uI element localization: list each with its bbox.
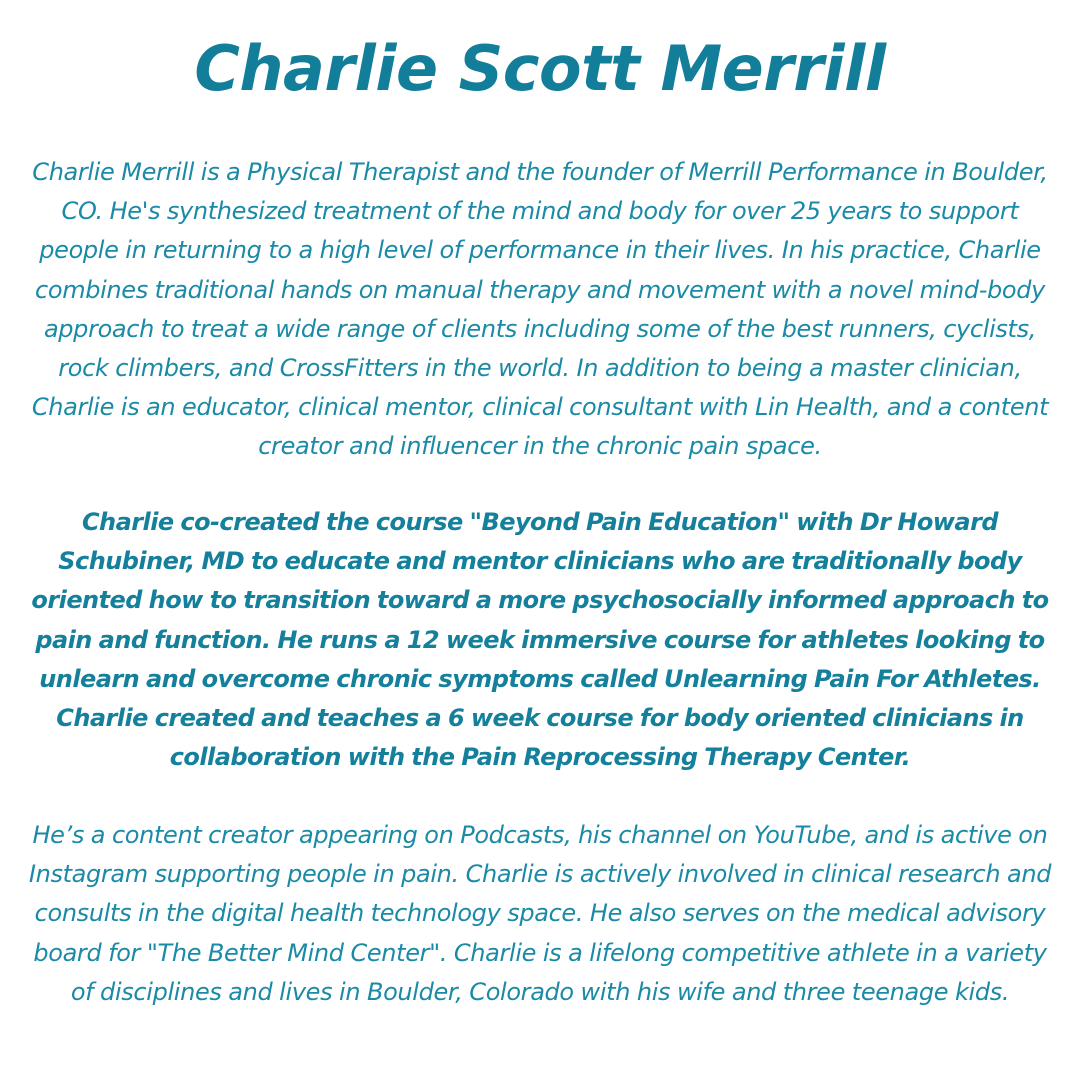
intro-paragraph: Charlie Merrill is a Physical Therapist and the founder of Merrill Performance in Boulder, CO. He's synthesized treatment of the mind and body for over 25 years to support people in returning to a high level of performance in their lives. In his practice, Charlie combines traditional hands on manual therapy and movement with a novel mind-body approach to treat a wide range of clients including some of the best runners, cyclists, rock climbers, and CrossFitters in the world. In addition to being a master clinician, Charlie is an educator, clinical mentor, clinical consultant with Lin Health, and a content creator and influencer in the chronic pain space. bbox=[31, 158, 1049, 461]
page-title: Charlie Scott Merrill bbox=[194, 32, 886, 105]
courses-paragraph: Charlie co-created the course "Beyond Pain Education" with Dr Howard Schubiner, MD to educate and mentor clinicians who are traditionally body oriented how to transition toward a more psychosocially informed approach to pain and function. He runs a 12 week immersive course for athletes looking to unlearn and overcome chronic symptoms called Unlearning Pain For Athletes. Charlie created and teaches a 6 week course for body oriented clinicians in collaboration with the Pain Reprocessing Therapy Center. bbox=[31, 508, 1049, 772]
media-paragraph: He’s a content creator appearing on Podcasts, his channel on YouTube, and is active on Instagram supporting people in pain. Charlie is actively involved in clinical research and consults in the digital health technology space. He also serves on the medical advisory board for "The Better Mind Center". Charlie is a lifelong competitive athlete in a variety of disciplines and lives in Boulder, Colorado with his wife and three teenage kids. bbox=[28, 821, 1052, 1006]
